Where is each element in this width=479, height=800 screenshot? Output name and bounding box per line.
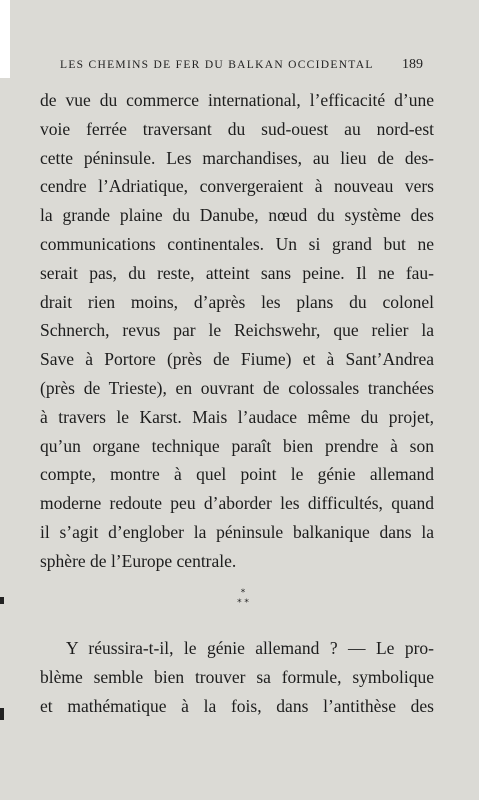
text-line: à travers le Karst. Mais l’audace même du projet, [40,406,434,427]
text-line: et mathématique à la fois, dans l’antithèse des [40,695,434,716]
text-line: Schnerch, revus par le Reichswehr, que relier la [40,320,434,341]
text-line: cette péninsule. Les marchandises, au lieu de des- [40,147,434,168]
text-line: Save à Portore (près de Fiume) et à Sant’Andrea [40,349,434,370]
page-header [60,57,423,73]
scan-edge-mark [0,0,10,78]
text-line: (près de Trieste), en ouvrant de colossales tranchées [40,377,434,398]
text-line: la grande plaine du Danube, nœud du système des [40,205,434,226]
text-line: communications continentales. Un si grand but ne [40,233,434,254]
text-line: sphère de l’Europe centrale. [40,550,237,571]
text-line: serait pas, du reste, atteint sans peine. Il ne fau- [40,262,434,283]
text-line: blème semble bien trouver sa formule, symbolique [40,666,434,687]
section-separator [225,588,261,608]
text-line: voie ferrée traversant du sud-ouest au nord-est [40,118,434,139]
page-number: 189 [402,57,423,72]
separator-star-top: * [240,588,246,598]
text-line: drait rien moins, d’après les plans du colonel [40,291,434,312]
text-line: Y réussira-t-il, le génie allemand ? — Le pro- [66,638,434,658]
text-line: compte, montre à quel point le génie allemand [40,464,434,485]
running-title: LES CHEMINS DE FER DU BALKAN OCCIDENTAL [60,59,374,71]
paragraph [40,86,434,576]
text-line: moderne redoute peu d’aborder les difficultés, quand [40,493,434,514]
text-line: de vue du commerce international, l’efficacité d’une [40,90,434,110]
paragraph [40,634,434,720]
scan-edge-mark [0,708,4,720]
scan-edge-mark [0,597,4,604]
text-line: cendre l’Adriatique, convergeraient à nouveau vers [40,176,434,197]
text-line: il s’agit d’englober la péninsule balkanique dans la [40,521,434,542]
separator-star-bottom: * * [237,598,249,608]
text-line: qu’un organe technique paraît bien prendre à son [40,435,434,456]
